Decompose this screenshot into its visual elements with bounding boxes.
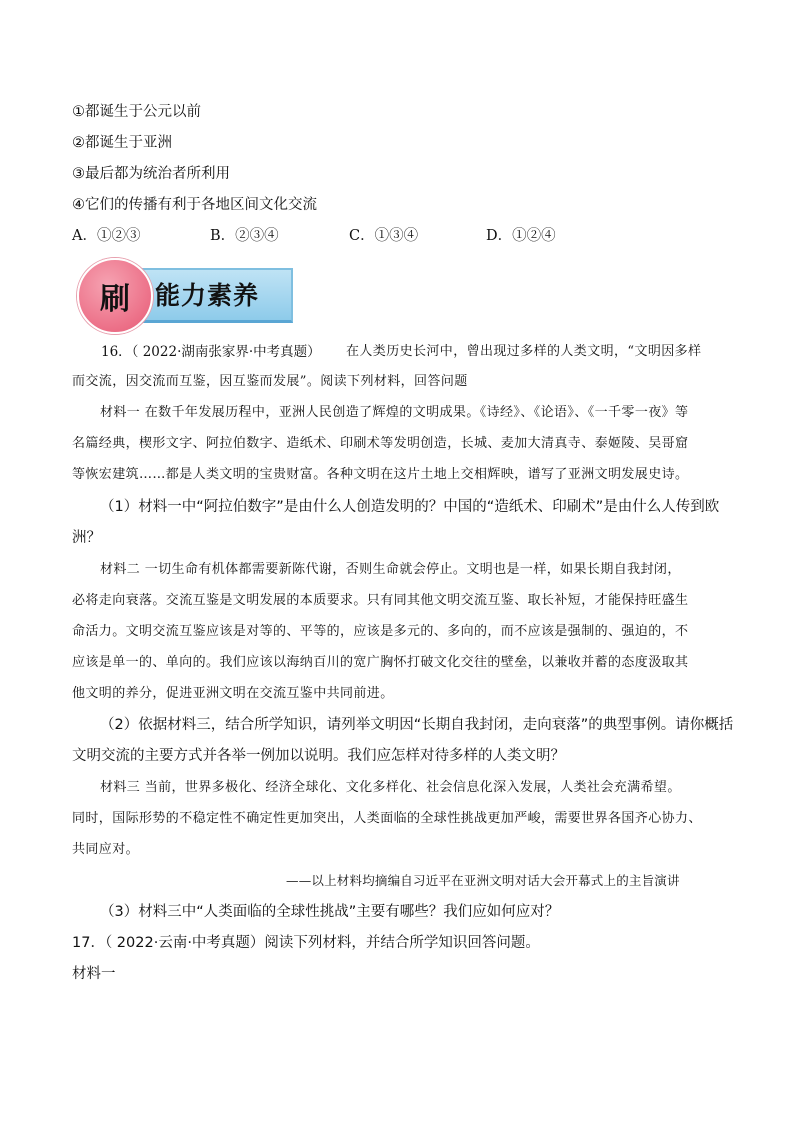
- statement-4: ④它们的传播有利于各地区间文化交流: [72, 197, 317, 213]
- material2-line3: 命活力。文明交流互鉴应该是对等的、平等的，应该是多元的、多向的，而不应该是强制的、强迫的，不: [72, 624, 689, 639]
- subquestion3: （3）材料三中“人类面临的全球性挑战”主要有哪些？我们应如何应对？: [100, 904, 560, 920]
- material-source: ——以上材料均摘编自习近平在亚洲文明对话大会开幕式上的主旨演讲: [286, 873, 680, 888]
- banner-badge: 刷: [77, 258, 153, 334]
- material1-line1: 材料一 在数千年发展历程中，亚洲人民创造了辉煌的文明成果。《诗经》、《论语》、《一千零一夜》等: [100, 405, 689, 420]
- option-c: C．①③④: [349, 228, 419, 244]
- material2-line1: 材料二 一切生命有机体都需要新陈代谢，否则生命就会停止。文明也是一样，如果长期自我封闭，: [100, 562, 681, 577]
- option-d: D．①②④: [486, 228, 556, 244]
- material3-line2: 同时，国际形势的不稳定性不确定性更加突出，人类面临的全球性挑战更加严峻，需要世界各国齐心协力、: [72, 811, 702, 826]
- q16-header: 16．（ 2022·湖南张家界·中考真题）: [101, 344, 321, 360]
- section-banner: [77, 264, 293, 324]
- material2-line5: 他文明的养分，促进亚洲文明在交流互鉴中共同前进。: [72, 686, 394, 701]
- q17-material-label: 材料一: [72, 966, 116, 982]
- subquestion1-line2: 洲？: [72, 530, 101, 546]
- subquestion1-line1: （1）材料一中“阿拉伯数字”是由什么人创造发明的？中国的“造纸术、印刷术”是由什么人传到欧: [100, 499, 720, 515]
- option-b: B．②③④: [210, 228, 279, 244]
- statement-1: ①都诞生于公元以前: [72, 104, 201, 120]
- statement-2: ②都诞生于亚洲: [72, 135, 172, 151]
- material1-line2: 名篇经典，楔形文字、阿拉伯数字、造纸术、印刷术等发明创造，长城、麦加大清真寺、泰姬陵、吴哥窟: [72, 436, 689, 451]
- material2-line4: 应该是单一的、单向的。我们应该以海纳百川的宽广胸怀打破文化交往的壁垒，以兼收并蓄的态度汲取其: [72, 655, 689, 670]
- q17-header: 17．（ 2022·云南·中考真题）阅读下列材料，并结合所学知识回答问题。: [72, 935, 540, 951]
- statement-3: ③最后都为统治者所利用: [72, 166, 230, 182]
- material3-line3: 共同应对。: [72, 842, 140, 857]
- material3-line1: 材料三 当前，世界多极化、经济全球化、文化多样化、社会信息化深入发展，人类社会充满希望。: [100, 780, 681, 795]
- q16-intro-line2: 而交流，因交流而互鉴，因互鉴而发展”。阅读下列材料，回答问题: [72, 374, 468, 389]
- banner-title: 能力素养: [155, 281, 260, 310]
- material1-line3: 等恢宏建筑……都是人类文明的宝贵财富。各种文明在这片土地上交相辉映，谱写了亚洲文明发展史诗。: [72, 467, 689, 482]
- q16-intro-line1: 在人类历史长河中，曾出现过多样的人类文明，“文明因多样: [346, 344, 702, 359]
- subquestion2-line2: 文明交流的主要方式并各举一例加以说明。我们应怎样对待多样的人类文明？: [72, 748, 565, 764]
- option-a: A．①②③: [72, 228, 141, 244]
- subquestion2-line1: （2）依据材料三，结合所学知识，请列举文明因“长期自我封闭，走向衰落”的典型事例。请你概括: [100, 717, 734, 733]
- material2-line2: 必将走向衰落。交流互鉴是文明发展的本质要求。只有同其他文明交流互鉴、取长补短，才能保持旺盛生: [72, 593, 689, 608]
